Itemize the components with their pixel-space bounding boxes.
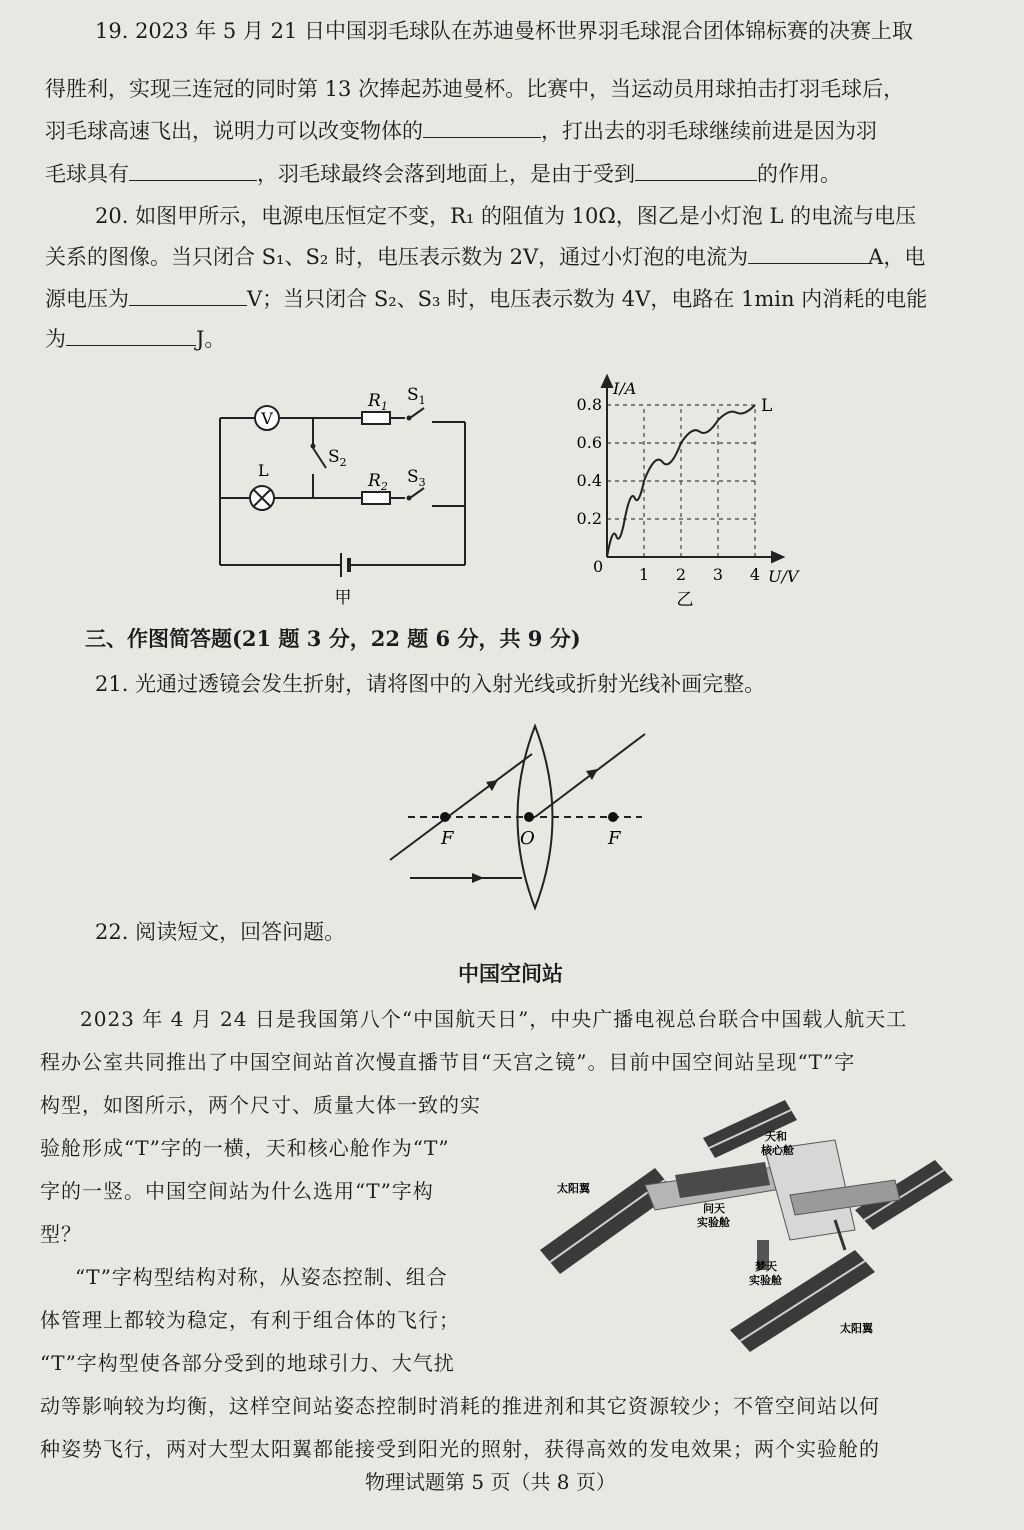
s1-label: $S_1$ xyxy=(407,385,426,407)
x-tick-label: 4 xyxy=(749,565,761,584)
resistor-r2 xyxy=(362,492,390,504)
y-axis-label: I/A xyxy=(613,379,637,398)
resistor-r1 xyxy=(362,412,390,424)
q20-line-2 xyxy=(45,243,925,271)
mengtian-label-1: 梦天 xyxy=(755,1260,777,1273)
q19-line-2: 得胜利，实现三连冠的同时第 13 次捧起苏迪曼杯。比赛中，当运动员用球拍击打羽毛球后， xyxy=(45,77,905,101)
optical-center-point xyxy=(524,812,534,822)
q19-line-4 xyxy=(45,160,841,188)
q22-text: 22. 阅读短文，回答问题。 xyxy=(95,920,346,944)
q20-line-2-text-b: A，电 xyxy=(868,245,926,269)
left-focus-label: F xyxy=(441,828,454,849)
article-para-2-line-5: 种姿势飞行，两对大型太阳翼都能接受到阳光的照射，获得高效的发电效果；两个实验舱的 xyxy=(40,1437,880,1461)
q20-line-3-text-b: V；当只闭合 S₂、S₃ 时，电压表示数为 4V，电路在 1min 内消耗的电能 xyxy=(247,287,928,311)
lamp-label: L xyxy=(258,461,269,480)
core-module-label-2: 核心舱 xyxy=(761,1144,794,1157)
optical-center-label: O xyxy=(520,828,535,849)
switch-s1-contact xyxy=(407,416,412,421)
q19-answer-blank-1[interactable] xyxy=(423,117,541,138)
q19-line-3-text-b: ，打出去的羽毛球继续前进是因为羽 xyxy=(541,119,877,143)
page-footer: 物理试题第 5 页（共 8 页） xyxy=(365,1470,616,1494)
x-tick-label: 1 xyxy=(638,565,650,584)
series-label-l: L xyxy=(761,396,773,416)
circuit-caption: 甲 xyxy=(334,588,352,608)
q20-line-4-text-b: J。 xyxy=(196,327,226,351)
article-para-1-line-4: 验舱形成“T”字的一横，天和核心舱作为“T” xyxy=(40,1136,450,1160)
ray-arrow-3 xyxy=(472,873,484,883)
s2-label: $S_2$ xyxy=(328,447,347,469)
mengtian-label-2: 实验舱 xyxy=(749,1274,782,1287)
incident-ray-through-focus[interactable] xyxy=(390,754,532,860)
q20-line-4-text-a: 为 xyxy=(45,327,66,351)
solar-wing-right-label: 太阳翼 xyxy=(840,1322,873,1335)
q20-line-1: 20. 如图甲所示，电源电压恒定不变，R₁ 的阻值为 10Ω，图乙是小灯泡 L 的电流与电压 xyxy=(95,204,917,228)
right-focus-label: F xyxy=(608,828,621,849)
r2-label: $R_2$ xyxy=(368,471,388,493)
q19-line-3-text-a: 羽毛球高速飞出，说明力可以改变物体的 xyxy=(45,119,423,143)
switch-s2-contact xyxy=(311,444,316,449)
space-station-illustration xyxy=(535,1100,995,1360)
article-para-2-line-3: “T”字构型使各部分受到的地球引力、大气扰 xyxy=(40,1351,455,1375)
y-tick-label: 0.2 xyxy=(576,509,602,528)
article-para-1-line-6: 型？ xyxy=(40,1222,82,1246)
chart-origin-label: 0 xyxy=(593,557,604,576)
q20-line-4 xyxy=(45,325,225,353)
article-para-2-line-2: 体管理上都较为稳定，有利于组合体的飞行； xyxy=(40,1308,460,1332)
section-3-heading: 三、作图简答题(21 题 3 分，22 题 6 分，共 9 分) xyxy=(85,626,581,651)
article-para-2-line-1: “T”字构型结构对称，从姿态控制、组合 xyxy=(75,1265,448,1289)
article-para-1-line-2: 程办公室共同推出了中国空间站首次慢直播节目“天宫之镜”。目前中国空间站呈现“T”字 xyxy=(40,1050,856,1074)
q19-line-3 xyxy=(45,117,877,145)
voltmeter-label: V xyxy=(261,409,273,428)
q19-line-4-text-c: 的作用。 xyxy=(757,162,841,186)
r1-label: $R_1$ xyxy=(368,391,388,413)
q19-line-4-text-b: ，羽毛球最终会落到地面上，是由于受到 xyxy=(257,162,635,186)
left-focus-point xyxy=(440,812,450,822)
article-para-1-line-5: 字的一竖。中国空间站为什么选用“T”字构 xyxy=(40,1179,434,1203)
y-tick-label: 0.8 xyxy=(576,395,602,414)
switch-s3-contact xyxy=(407,496,412,501)
ray-arrow-1 xyxy=(486,780,498,791)
q20-answer-blank-2[interactable] xyxy=(129,285,247,306)
x-tick-label: 3 xyxy=(712,565,724,584)
article-title: 中国空间站 xyxy=(458,961,563,986)
chart-grid xyxy=(607,405,755,557)
q19-line-1: 19. 2023 年 5 月 21 日中国羽毛球队在苏迪曼杯世界羽毛球混合团体锦标赛的决赛上取 xyxy=(95,19,913,43)
q20-line-3 xyxy=(45,285,927,313)
y-tick-label: 0.4 xyxy=(576,471,602,490)
solar-wing-left-label: 太阳翼 xyxy=(557,1182,590,1195)
s3-label: $S_3$ xyxy=(407,467,426,489)
q19-line-4-text-a: 毛球具有 xyxy=(45,162,129,186)
wentian-label-2: 实验舱 xyxy=(697,1216,730,1229)
article-para-1-line-3: 构型，如图所示，两个尺寸、质量大体一致的实 xyxy=(40,1093,481,1117)
q20-answer-blank-3[interactable] xyxy=(66,325,196,346)
q21-text: 21. 光通过透镜会发生折射，请将图中的入射光线或折射光线补画完整。 xyxy=(95,672,766,696)
q20-line-2-text-a: 关系的图像。当只闭合 S₁、S₂ 时，电压表示数为 2V，通过小灯泡的电流为 xyxy=(45,245,749,269)
station-core-body xyxy=(645,1140,900,1270)
right-focus-point xyxy=(608,812,618,822)
article-para-2-line-4: 动等影响较为均衡，这样空间站姿态控制时消耗的推进剂和其它资源较少；不管空间站以何 xyxy=(40,1394,880,1418)
x-axis-label: U/V xyxy=(768,567,799,586)
x-tick-label: 2 xyxy=(675,565,687,584)
wentian-label-1: 问天 xyxy=(703,1202,725,1215)
q19-answer-blank-2[interactable] xyxy=(129,160,257,181)
iv-chart xyxy=(575,372,825,617)
q20-answer-blank-1[interactable] xyxy=(748,243,868,264)
q19-answer-blank-3[interactable] xyxy=(635,160,757,181)
article-para-1-line-1: 2023 年 4 月 24 日是我国第八个“中国航天日”，中央广播电视总台联合中国载人航天工 xyxy=(80,1007,908,1031)
q20-line-3-text-a: 源电压为 xyxy=(45,287,129,311)
y-tick-label: 0.6 xyxy=(576,433,602,452)
lens-diagram xyxy=(380,718,660,913)
circuit-diagram xyxy=(200,370,490,615)
chart-axes xyxy=(602,376,783,562)
core-module-label-1: 天和 xyxy=(765,1130,787,1143)
chart-caption: 乙 xyxy=(676,590,694,610)
